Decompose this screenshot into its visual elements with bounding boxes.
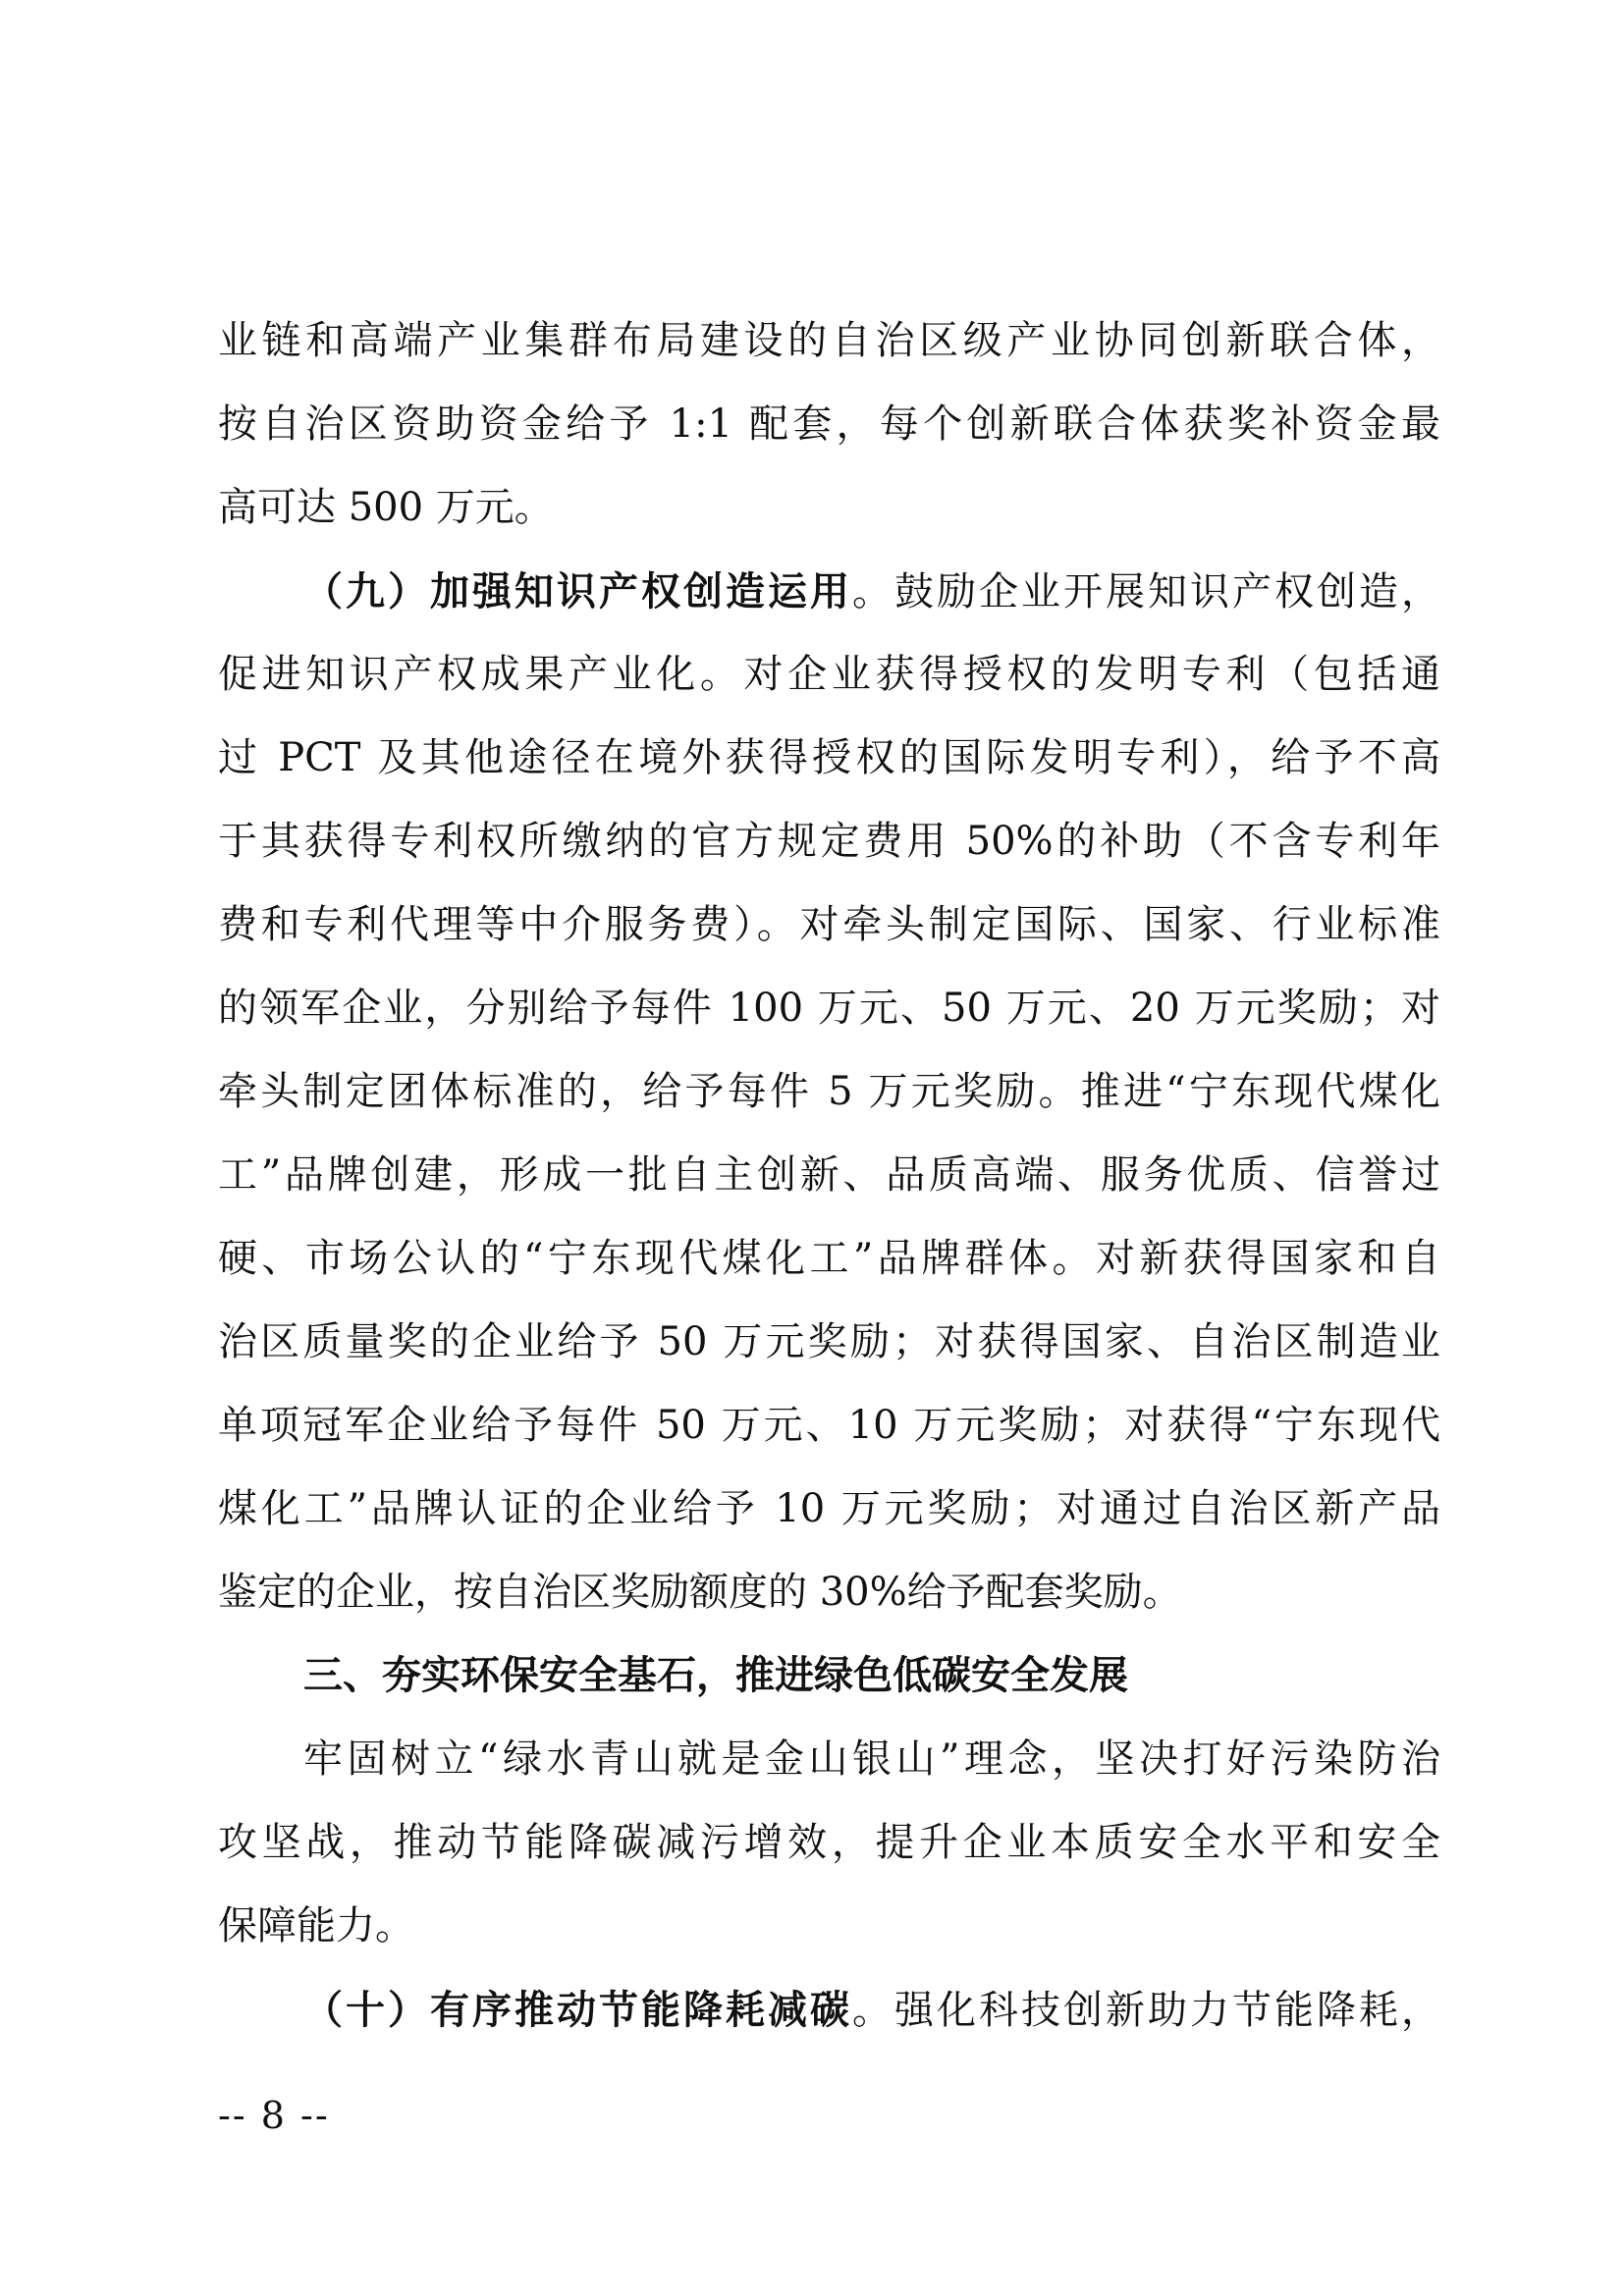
paragraph-line: 煤化工”品牌认证的企业给予 10 万元奖励；对通过自治区新产品 xyxy=(218,1486,1440,1531)
paragraph-line: 硬、市场公认的“宁东现代煤化工”品牌群体。对新获得国家和自 xyxy=(218,1236,1440,1281)
section-9-lead: 。鼓励企业开展知识产权创造， xyxy=(852,569,1440,614)
paragraph-line: 高可达 500 万元。 xyxy=(218,485,554,530)
paragraph-line: 费和专利代理等中介服务费）。对牵头制定国际、国家、行业标准 xyxy=(218,902,1440,947)
paragraph-line: 牵头制定团体标准的，给予每件 5 万元奖励。推进“宁东现代煤化 xyxy=(218,1069,1440,1114)
paragraph-line: 鉴定的企业，按自治区奖励额度的 30%给予配套奖励。 xyxy=(218,1570,1182,1615)
paragraph-line: 单项冠军企业给予每件 50 万元、10 万元奖励；对获得“宁东现代 xyxy=(218,1403,1440,1448)
paragraph-line: 治区质量奖的企业给予 50 万元奖励；对获得国家、自治区制造业 xyxy=(218,1319,1440,1364)
section-10-first-line xyxy=(218,1968,1440,2052)
paragraph-line: 促进知识产权成果产业化。对企业获得授权的发明专利（包括通 xyxy=(218,652,1440,697)
section-9-title: （九）加强知识产权创造运用 xyxy=(303,568,852,614)
paragraph-line: 过 PCT 及其他途径在境外获得授权的国际发明专利），给予不高 xyxy=(218,735,1440,780)
paragraph-line: 业链和高端产业集群布局建设的自治区级产业协同创新联合体， xyxy=(218,318,1440,363)
body-text xyxy=(218,299,1440,2052)
paragraph-line: 工”品牌创建，形成一批自主创新、品质高端、服务优质、信誉过 xyxy=(218,1152,1440,1198)
page-number: -- 8 -- xyxy=(218,2094,330,2137)
paragraph-line: 保障能力。 xyxy=(218,1903,414,1949)
paragraph-line: 攻坚战，推动节能降碳减污增效，提升企业本质安全水平和安全 xyxy=(218,1820,1440,1865)
section-10-lead: 。强化科技创新助力节能降耗， xyxy=(852,1988,1440,2033)
paragraph-line: 牢固树立“绿水青山就是金山银山”理念，坚决打好污染防治 xyxy=(303,1736,1440,1782)
section-9-first-line xyxy=(218,550,1440,633)
section-heading-3: 三、夯实环保安全基石，推进绿色低碳安全发展 xyxy=(303,1653,1128,1698)
paragraph-line: 于其获得专利权所缴纳的官方规定费用 50%的补助（不含专利年 xyxy=(218,819,1440,864)
section-10-title: （十）有序推动节能降耗减碳 xyxy=(303,1987,852,2033)
paragraph-line: 按自治区资助资金给予 1:1 配套，每个创新联合体获奖补资金最 xyxy=(218,401,1440,447)
paragraph-line: 的领军企业，分别给予每件 100 万元、50 万元、20 万元奖励；对 xyxy=(218,986,1440,1031)
